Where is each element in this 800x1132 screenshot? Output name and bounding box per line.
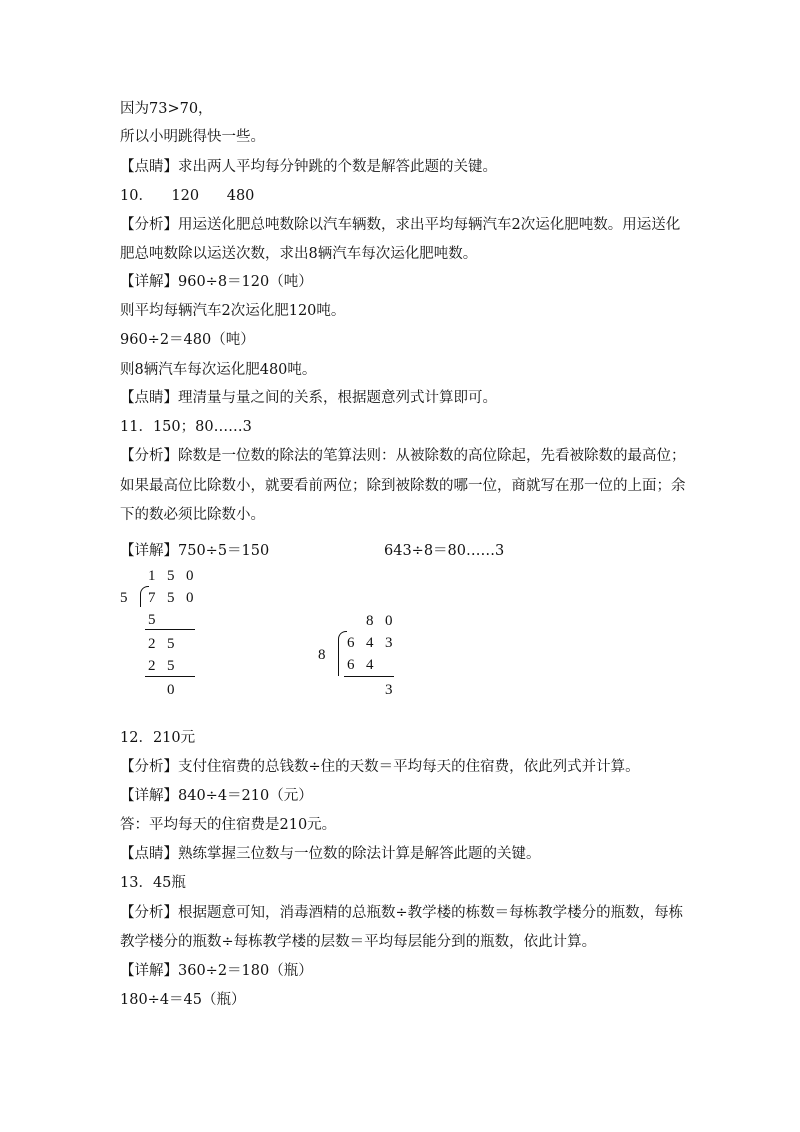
division-bracket [338, 631, 347, 676]
text-line: 教学楼分的瓶数÷每栋教学楼的层数＝平均每层能分到的瓶数，依此计算。 [120, 934, 597, 950]
remainder: 0 [167, 682, 175, 698]
dividend-digit: 0 [186, 590, 194, 606]
text-line: 肥总吨数除以运送次数，求出8辆汽车每次运化肥吨数。 [120, 246, 478, 262]
text-line: 【分析】用运送化肥总吨数除以汽车辆数，求出平均每辆汽车2次运化肥吨数。用运送化 [120, 217, 681, 233]
text-line: 960÷2＝480（吨） [120, 332, 255, 348]
text-line: 【详解】750÷5＝150 [120, 543, 270, 559]
text-line: 因为73>70， [120, 101, 213, 117]
text-line: 180÷4＝45（瓶） [120, 992, 246, 1008]
text-line: 【分析】支付住宿费的总钱数÷住的天数＝平均每天的住宿费，依此列式并计算。 [120, 759, 640, 775]
subtrahend-digit: 5 [148, 612, 156, 628]
text-line: 如果最高位比除数小，就要看前两位；除到被除数的哪一位，商就写在那一位的上面；余 [120, 478, 686, 494]
dividend-digit: 6 [347, 635, 355, 651]
division-rule [145, 676, 195, 677]
subtrahend-digit: 6 [347, 657, 355, 673]
quotient-digit: 5 [167, 568, 175, 584]
text-line: 【点睛】求出两人平均每分钟跳的个数是解答此题的关键。 [120, 159, 497, 175]
text-line: 所以小明跳得快一些。 [120, 129, 265, 145]
text-line: 【点睛】理清量与量之间的关系，根据题意列式计算即可。 [120, 390, 497, 406]
text-line: 下的数必须比除数小。 [120, 507, 265, 523]
partial-digit: 2 [148, 636, 156, 652]
question-10-answer: 10． 120 480 [120, 188, 255, 204]
text-line: 【点睛】熟练掌握三位数与一位数的除法计算是解答此题的关键。 [120, 846, 541, 862]
dividend-digit: 5 [167, 590, 175, 606]
text-line: 则8辆汽车每次运化肥480吨。 [120, 362, 317, 378]
partial-digit: 5 [167, 636, 175, 652]
text-line: 答：平均每天的住宿费是210元。 [120, 817, 337, 833]
subtrahend-digit: 5 [167, 658, 175, 674]
text-line: 则平均每辆汽车2次运化肥120吨。 [120, 303, 346, 319]
text-line: 【分析】根据题意可知，消毒酒精的总瓶数÷教学楼的栋数＝每栋教学楼分的瓶数，每栋 [120, 905, 684, 921]
quotient-digit: 0 [186, 568, 194, 584]
question-13-answer: 13．45瓶 [120, 875, 186, 891]
question-12-answer: 12．210元 [120, 730, 196, 746]
divisor: 8 [318, 647, 326, 663]
remainder: 3 [385, 682, 393, 698]
subtrahend-digit: 4 [366, 657, 374, 673]
question-11-answer: 11．150；80……3 [120, 419, 252, 435]
division-rule [145, 629, 195, 630]
text-line: 【详解】960÷8＝120（吨） [120, 274, 313, 290]
quotient-digit: 8 [366, 613, 374, 629]
dividend-digit: 7 [148, 590, 156, 606]
dividend-digit: 4 [366, 635, 374, 651]
quotient-digit: 0 [385, 613, 393, 629]
text-line: 【详解】840÷4＝210（元） [120, 788, 313, 804]
text-line: 【分析】除数是一位数的除法的笔算法则：从被除数的高位除起，先看被除数的最高位； [120, 448, 686, 464]
quotient-digit: 1 [148, 568, 156, 584]
divisor: 5 [120, 590, 128, 606]
subtrahend-digit: 2 [148, 658, 156, 674]
text-line: 【详解】360÷2＝180（瓶） [120, 963, 313, 979]
dividend-digit: 3 [385, 635, 393, 651]
text-line: 643÷8＝80……3 [384, 543, 505, 559]
division-rule [344, 676, 394, 677]
